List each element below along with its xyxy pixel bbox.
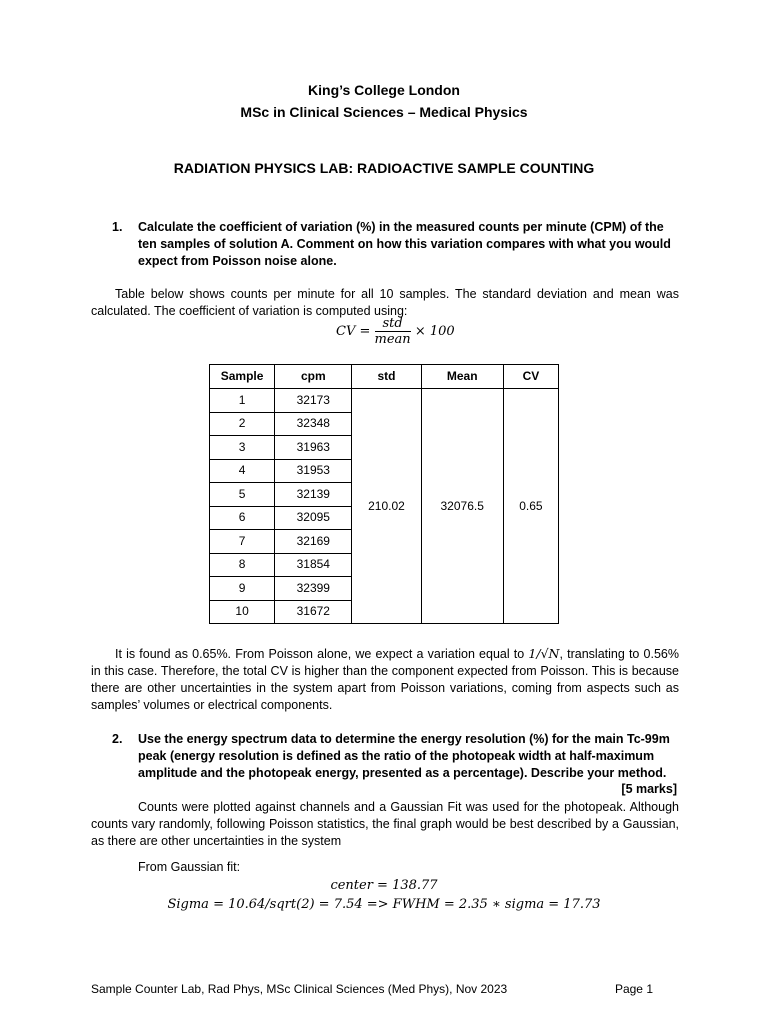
cv-denominator: mean [374,332,411,347]
cpm-cell: 32139 [275,483,352,507]
sample-cell: 10 [210,600,275,624]
cpm-table [209,364,559,624]
sample-cell: 2 [210,412,275,436]
cv-numerator: std [375,316,411,332]
sample-cell: 5 [210,483,275,507]
question-2-text: Use the energy spectrum data to determine the energy resolution (%) for the main Tc-99m peak (energy resolution is defined as the ratio of the photopeak width at half-maximum amplitude and the photopeak energy, presented as a percentage). Describe your method. [138,732,670,780]
cv-formula [336,316,455,347]
table-header-sample: Sample [210,365,275,389]
question-2 [112,731,682,783]
question-1-intro: Table below shows counts per minute for all 10 samples. The standard deviation and mean was calculated. The coefficient of variation is computed using: [91,287,679,318]
cpm-cell: 32399 [275,577,352,601]
sample-cell: 9 [210,577,275,601]
cv-formula-rhs: × 100 [414,324,455,339]
table-header-cv: CV [503,365,558,389]
question-1-text: Calculate the coefficient of variation (%) in the measured counts per minute (CPM) of the ten samples of solution A. Comment on how this variation compares with what you would expect from Poisson noise alone. [138,220,671,268]
page-number: Page 1 [614,982,653,996]
sample-cell: 1 [210,389,275,413]
table-header-cpm: cpm [275,365,352,389]
question-2-number: 2. [112,732,123,746]
table-header-std: std [352,365,421,389]
cv-formula-lhs: CV = [336,324,371,339]
cpm-cell: 32169 [275,530,352,554]
center-equation: center = 138.77 [330,878,438,893]
cpm-cell: 32095 [275,506,352,530]
answer-text-end: , translating to 0.56% in this case. Therefore, the total CV is higher than the component expected from Poisson. This is because there are other uncertainties in the system apart from Poisson variations, coming from aspects such as samples’ volumes or electrical components. [91,647,679,712]
sample-cell: 4 [210,459,275,483]
sample-cell: 7 [210,530,275,554]
table-row [210,389,559,413]
cpm-cell: 32348 [275,412,352,436]
footer-left: Sample Counter Lab, Rad Phys, MSc Clinical Sciences (Med Phys), Nov 2023 [91,982,508,996]
gaussian-fit-label: From Gaussian fit: [138,860,241,874]
institution-heading: King’s College London [308,82,460,98]
fwhm-equation: Sigma = 10.64/sqrt(2) = 7.54 => FWHM = 2.35 ∗ sigma = 17.73 [167,897,601,912]
question-2-marks: [5 marks] [621,782,677,796]
cpm-cell: 31963 [275,436,352,460]
cpm-cell: 32173 [275,389,352,413]
cpm-cell: 31953 [275,459,352,483]
program-heading: MSc in Clinical Sciences – Medical Physics [240,104,528,120]
answer-text-start: It is found as 0.65%. From Poisson alone, we expect a variation equal to [115,647,529,661]
cv-fraction [375,316,411,347]
question-1-number: 1. [112,220,123,234]
std-cell: 210.02 [352,389,421,624]
table-header-mean: Mean [421,365,503,389]
sample-cell: 3 [210,436,275,460]
cpm-cell: 31854 [275,553,352,577]
question-2-answer: Counts were plotted against channels and a Gaussian Fit was used for the photopeak. Although counts vary randomly, following Poisson statistics, the final graph would be best described by a Gaussian, as there are other uncertainties in the system [91,800,679,848]
cv-cell: 0.65 [503,389,558,624]
table-header-row [210,365,559,389]
poisson-formula: 1/√N [528,646,560,661]
question-1-answer [91,645,679,714]
document-title: RADIATION PHYSICS LAB: RADIOACTIVE SAMPLE COUNTING [173,160,595,176]
question-1 [112,219,682,271]
sample-cell: 8 [210,553,275,577]
sample-cell: 6 [210,506,275,530]
cpm-cell: 31672 [275,600,352,624]
mean-cell: 32076.5 [421,389,503,624]
